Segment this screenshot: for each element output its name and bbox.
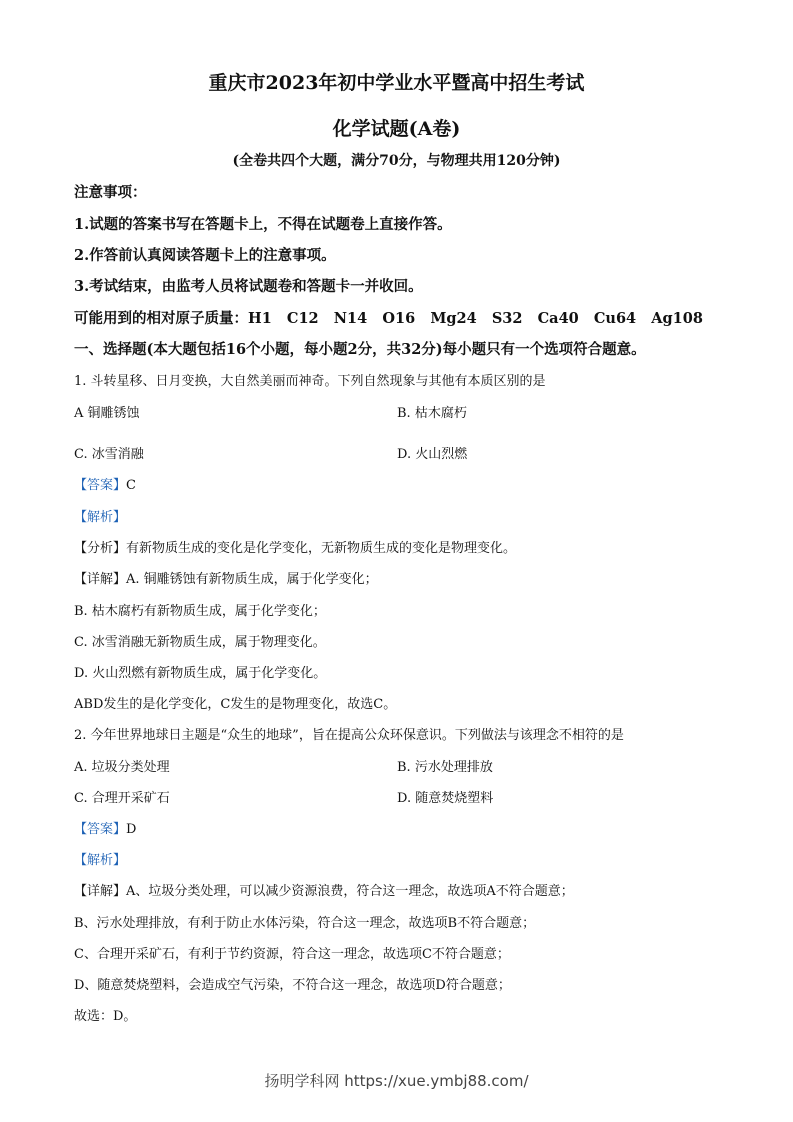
detail-line: B、污水处理排放，有利于防止水体污染，符合这一理念，故选项B不符合题意； — [74, 916, 536, 931]
answer-tag: 【答案】 — [74, 822, 127, 837]
detail-tag: 【详解】 — [74, 884, 127, 899]
notice-item: 2.作答前认真阅读答题卡上的注意事项。 — [74, 247, 336, 264]
option-a: A 铜雕锈蚀 — [74, 406, 140, 421]
option-c: C. 冰雪消融 — [74, 447, 144, 462]
option-c: C. 合理开采矿石 — [74, 791, 170, 806]
detail-text: A. 铜雕锈蚀有新物质生成，属于化学变化； — [126, 572, 378, 587]
question-stem: 1. 斗转星移、日月变换，大自然美丽而神奇。下列自然现象与其他有本质区别的是 — [74, 374, 546, 389]
detail-line: C. 冰雪消融无新物质生成，属于物理变化。 — [74, 635, 326, 650]
answer-value: D — [126, 822, 137, 837]
section-heading: 一、选择题(本大题包括16个小题，每小题2分，共32分)每小题只有一个选项符合题意。 — [74, 341, 646, 358]
exam-title: 重庆市2023年初中学业水平暨高中招生考试 — [208, 72, 585, 94]
footer-watermark: 扬明学科网 https://xue.ymbj88.com/ — [264, 1072, 529, 1090]
exam-note: (全卷共四个大题，满分70分，与物理共用120分钟) — [232, 153, 561, 169]
detail-tag: 【详解】 — [74, 572, 127, 587]
atomic-masses: 可能用到的相对原子质量：H1 C12 N14 O16 Mg24 S32 Ca40 Cu64 Ag108 — [74, 310, 703, 327]
analysis-tag: 【解析】 — [74, 510, 127, 525]
option-b: B. 污水处理排放 — [397, 760, 493, 775]
notice-item: 1.试题的答案书写在答题卡上，不得在试题卷上直接作答。 — [74, 216, 452, 233]
notice-item: 3.考试结束，由监考人员将试题卷和答题卡一并收回。 — [74, 278, 423, 295]
fenxi-text: 有新物质生成的变化是化学变化，无新物质生成的变化是物理变化。 — [126, 541, 517, 556]
notice-heading: 注意事项： — [74, 184, 147, 201]
question-stem: 2. 今年世界地球日主题是“众生的地球”，旨在提高公众环保意识。下列做法与该理念不相符的是 — [74, 728, 624, 743]
detail-line: B. 枯木腐朽有新物质生成，属于化学变化； — [74, 604, 326, 619]
fenxi-line — [74, 537, 516, 556]
detail-text: A、垃圾分类处理，可以减少资源浪费，符合这一理念，故选项A不符合题意； — [126, 884, 574, 899]
answer-line — [74, 474, 136, 493]
detail-line: D、随意焚烧塑料，会造成空气污染，不符合这一理念，故选项D符合题意； — [74, 978, 511, 993]
answer-tag: 【答案】 — [74, 478, 127, 493]
analysis-tag: 【解析】 — [74, 853, 127, 868]
answer-value: C — [126, 478, 136, 493]
detail-line: 故选：D。 — [74, 1009, 137, 1024]
detail-line: C、合理开采矿石，有利于节约资源，符合这一理念，故选项C不符合题意； — [74, 947, 510, 962]
option-d: D. 火山烈燃 — [397, 447, 468, 462]
detail-line — [74, 568, 378, 587]
option-a: A. 垃圾分类处理 — [74, 760, 170, 775]
detail-line — [74, 880, 574, 899]
option-b: B. 枯木腐朽 — [397, 406, 467, 421]
detail-line: D. 火山烈燃有新物质生成，属于化学变化。 — [74, 666, 327, 681]
answer-line — [74, 818, 136, 837]
exam-subtitle: 化学试题(A卷) — [332, 118, 461, 140]
option-d: D. 随意焚烧塑料 — [397, 791, 494, 806]
fenxi-tag: 【分析】 — [74, 541, 127, 556]
detail-line: ABD发生的是化学变化，C发生的是物理变化，故选C。 — [74, 697, 397, 712]
